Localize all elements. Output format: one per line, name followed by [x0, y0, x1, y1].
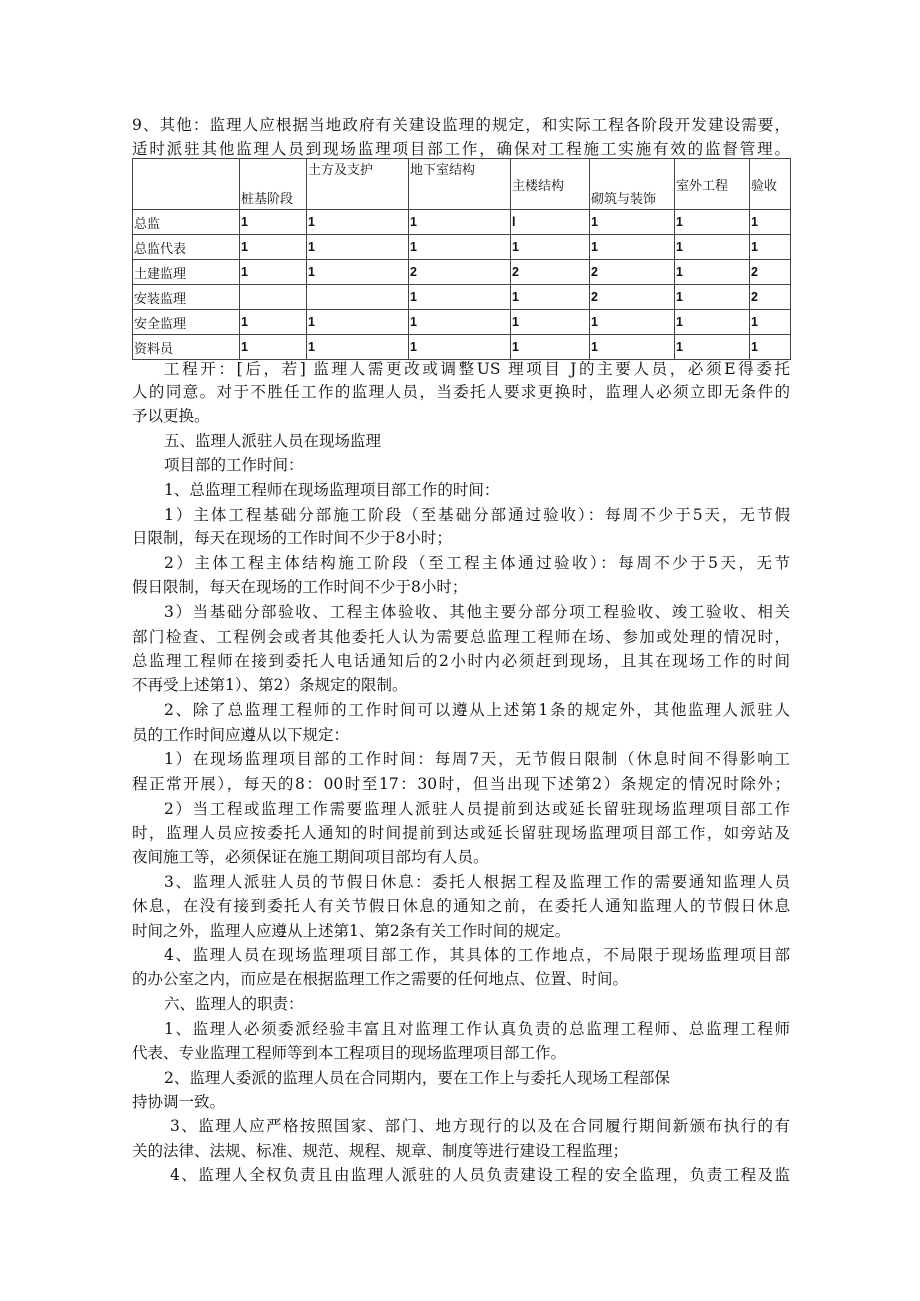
- count-cell: [240, 285, 307, 310]
- count-cell: 1: [240, 310, 307, 335]
- text-line: 日限制，每天在现场的工作时间不少于8小时；: [132, 529, 452, 547]
- text-line: 代表、专业监理工程师等到本工程项目的现场监理项目部工作。: [132, 1044, 567, 1062]
- count-cell: 1: [675, 210, 750, 235]
- count-cell: 1: [307, 210, 409, 235]
- count-cell: 1: [675, 310, 750, 335]
- count-cell: 2: [409, 260, 511, 285]
- text-line: 3、监理人派驻人员的节假日休息：委托人根据工程及监理工作的需要通知监理人员: [164, 873, 790, 891]
- section-heading: 五、监理人派驻人员在现场监理: [164, 432, 382, 450]
- table-header-row: [133, 159, 791, 210]
- text-line: 1、总监理工程师在现场监理项目部工作的时间：: [164, 481, 500, 499]
- count-cell: 1: [750, 310, 791, 335]
- text-line: 时间之外，监理人应遵从上述第1、第2条有关工作时间的规定。: [132, 922, 571, 940]
- text-line: 不再受上述第1）、第2）条规定的限制。: [132, 676, 408, 694]
- text-line: 2、监理人委派的监理人员在合同期内，要在工作上与委托人现场工程部保: [164, 1069, 670, 1087]
- text-line: 予以更换。: [132, 407, 210, 425]
- text-line: 项目部的工作时间：: [164, 456, 304, 474]
- count-cell: 1: [511, 235, 590, 260]
- count-cell: 1: [590, 210, 675, 235]
- count-cell: 1: [307, 310, 409, 335]
- staffing-table: [132, 158, 791, 360]
- count-cell: [307, 285, 409, 310]
- text-line: 程正常开展），每天的8：00时至17：30时，但当出现下述第2）条规定的情况时除外；: [132, 775, 790, 793]
- text-line: 2）主体工程主体结构施工阶段（至工程主体通过验收）：每周不少于5天，无节: [164, 554, 790, 572]
- count-cell: 1: [240, 210, 307, 235]
- count-cell: 1: [750, 335, 791, 360]
- text-line: 休息，在没有接到委托人有关节假日休息的通知之前，在委托人通知监理人的节假日休息: [132, 897, 790, 915]
- role-cell: 总监代表: [133, 235, 240, 260]
- role-cell: 土建监理: [133, 260, 240, 285]
- intro-line: 适时派驻其他监理人员到现场监理项目部工作，确保对工程施工实施有效的监督管理。: [132, 140, 790, 158]
- text-line: 部门检查、工程例会或者其他委托人认为需要总监理工程师在场、参加或处理的情况时，: [132, 628, 790, 646]
- role-cell: 安全监理: [133, 310, 240, 335]
- text-line: 2）当工程或监理工作需要监理人派驻人员提前到达或延长留驻现场监理项目部工作: [164, 800, 790, 818]
- count-cell: 2: [750, 260, 791, 285]
- table-header-cell: 主楼结构: [511, 159, 590, 210]
- count-cell: 1: [307, 335, 409, 360]
- table-header-cell: 验收: [750, 159, 791, 210]
- table-header-cell: 桩基阶段: [240, 159, 307, 210]
- count-cell: 1: [511, 335, 590, 360]
- text-line: 4、监理人员在现场监理项目部工作，其具体的工作地点，不局限于现场监理项目部: [164, 946, 790, 964]
- table-header-cell: 室外工程: [675, 159, 750, 210]
- count-cell: 1: [409, 210, 511, 235]
- count-cell: 1: [511, 285, 590, 310]
- count-cell: 1: [307, 235, 409, 260]
- count-cell: 2: [511, 260, 590, 285]
- table-header-cell: 地下室结构: [409, 159, 511, 210]
- table-row: [133, 210, 791, 235]
- text-line: 3、监理人应严格按照国家、部门、地方现行的以及在合同履行期间新颁布执行的有: [170, 1117, 790, 1135]
- text-line: 2、除了总监理工程师的工作时间可以遵从上述第1条的规定外，其他监理人派驻人: [164, 701, 790, 719]
- count-cell: 2: [590, 285, 675, 310]
- count-cell: 1: [240, 260, 307, 285]
- count-cell: 1: [750, 210, 791, 235]
- table-header-cell: [133, 159, 240, 210]
- text-line: 1、监理人必须委派经验丰富且对监理工作认真负责的总监理工程师、总监理工程师: [164, 1020, 790, 1038]
- count-cell: 2: [590, 260, 675, 285]
- text-line: 人的同意。对于不胜任工作的监理人员，当委托人要求更换时，监理人必须立即无条件的: [132, 383, 790, 401]
- section-heading: 六、监理人的职责：: [164, 995, 304, 1013]
- text-line: 时，监理人员应按委托人通知的时间提前到达或延长留驻现场监理项目部工作，如旁站及: [132, 824, 790, 842]
- count-cell: 1: [590, 335, 675, 360]
- text-line: 夜间施工等，必须保证在施工期间项目部均有人员。: [132, 848, 489, 866]
- count-cell: 1: [675, 285, 750, 310]
- text-line: 假日限制，每天在现场的工作时间不少于8小时；: [132, 578, 468, 596]
- table-header-cell: 土方及支护: [307, 159, 409, 210]
- count-cell: 2: [750, 285, 791, 310]
- count-cell: 1: [675, 260, 750, 285]
- role-cell: 总监: [133, 210, 240, 235]
- role-cell: 资料员: [133, 335, 240, 360]
- text-line: 关的法律、法规、标准、规范、规程、规章、制度等进行建设工程监理；: [132, 1142, 629, 1160]
- text-line: 工程开：[后，若] 监理人需更改或调整US 理项目 J的主要人员，必须E得委托: [164, 360, 790, 378]
- table-row: [133, 310, 791, 335]
- count-cell: 1: [511, 310, 590, 335]
- text-line: 1）主体工程基础分部施工阶段（至基础分部通过验收）：每周不少于5天，无节假: [164, 506, 790, 524]
- text-line: 员的工作时间应遵从以下规定：: [132, 726, 350, 744]
- intro-line: 9、其他：监理人应根据当地政府有关建设监理的规定，和实际工程各阶段开发建设需要，: [132, 116, 790, 134]
- count-cell: 1: [240, 235, 307, 260]
- count-cell: 1: [675, 235, 750, 260]
- count-cell: 1: [750, 235, 791, 260]
- text-line: 1）在现场监理项目部的工作时间：每周7天，无节假日限制（休息时间不得影响工: [164, 750, 790, 768]
- text-line: 的办公室之内，而应是在根据监理工作之需要的任何地点、位置、时间。: [132, 970, 629, 988]
- count-cell: 1: [307, 260, 409, 285]
- table-row: [133, 235, 791, 260]
- text-line: 总监理工程师在接到委托人电话通知后的2小时内必须赶到现场，且其在现场工作的时间: [132, 652, 790, 670]
- table-header-cell: 砌筑与装饰: [590, 159, 675, 210]
- count-cell: 1: [409, 235, 511, 260]
- count-cell: 1: [240, 335, 307, 360]
- text-line: 持协调一致。: [132, 1093, 226, 1111]
- count-cell: l: [511, 210, 590, 235]
- role-cell: 安装监理: [133, 285, 240, 310]
- count-cell: 1: [590, 310, 675, 335]
- text-line: 3）当基础分部验收、工程主体验收、其他主要分部分项工程验收、竣工验收、相关: [164, 603, 790, 621]
- count-cell: 1: [675, 335, 750, 360]
- count-cell: 1: [409, 310, 511, 335]
- count-cell: 1: [409, 335, 511, 360]
- table-row: [133, 260, 791, 285]
- table-row: [133, 335, 791, 360]
- text-line: 4、监理人全权负责且由监理人派驻的人员负责建设工程的安全监理，负责工程及监: [170, 1166, 790, 1184]
- count-cell: 1: [409, 285, 511, 310]
- count-cell: 1: [590, 235, 675, 260]
- table-row: [133, 285, 791, 310]
